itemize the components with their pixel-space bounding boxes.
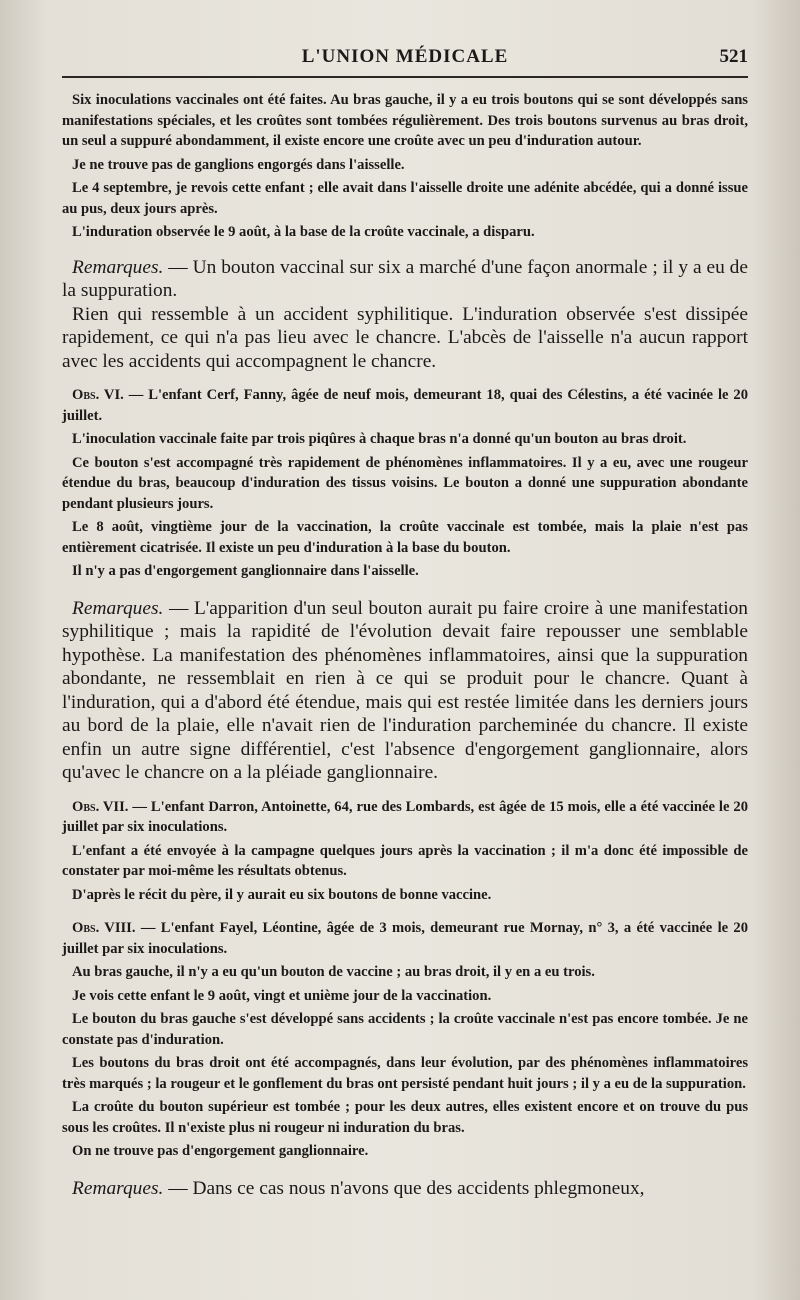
remarks-text: — Dans ce cas nous n'avons que des accidents phlegmoneux, (163, 1177, 645, 1199)
paragraph: Le bouton du bras gauche s'est développé sans accidents ; la croûte vaccinale n'est pas encore tombée. Je ne constate pas d'induration. (62, 1011, 748, 1048)
observation-label: Obs. VII. (72, 798, 129, 815)
remarks-paragraph (62, 256, 748, 303)
observation-text: — L'enfant Fayel, Léontine, âgée de 3 mois, demeurant rue Mornay, n° 3, a été vaccinée le 20 juillet par six inoculations. (62, 920, 749, 957)
paragraph: Je vois cette enfant le 9 août, vingt et unième jour de la vaccination. (72, 987, 492, 1004)
observation-text: — L'enfant Cerf, Fanny, âgée de neuf mois, demeurant 18, quai des Célestins, a été vacinée le 20 juillet. (62, 387, 749, 424)
paragraph: Six inoculations vaccinales ont été faites. Au bras gauche, il y a eu trois boutons qui se sont développés sans manifestations spéciales, et les croûtes sont tombées régulièrement. Des trois boutons survenus au bras droit, un seul a suppuré abondamment, il existe encore une croûte avec un peu d'induration autour. (62, 92, 748, 149)
paragraph: L'induration observée le 9 août, à la base de la croûte vaccinale, a disparu. (72, 224, 535, 240)
paragraph: Les boutons du bras droit ont été accompagnés, dans leur évolution, par des phénomènes inflammatoires très marqués ; la rougeur et le gonflement du bras ont persisté pendant huit jours ; il y a eu de la suppuration. (62, 1055, 748, 1092)
remarks-heading: Remarques. (72, 597, 164, 619)
observation-label: Obs. VIII. (72, 920, 136, 936)
remarks-text: — L'apparition d'un seul bouton aurait pu faire croire à une manifestation syphilitique ; mais la rapidité de l'évolution devait faire repousser une semblable hypothèse. La manifestation des phénomènes inflammatoires, ainsi que la suppuration abondante, ne ressemblait en rien à ce qui se produit pour le chancre. Quant à l'induration, qui a d'abord été étendue, mais qui est restée limitée dans les derniers jours au bord de la plaie, elle n'avait rien de l'induration parcheminée du chancre. Il existe enfin un autre signe différentiel, c'est l'absence d'engorgement ganglionnaire, alors qu'avec le chancre on a la pléiade ganglionnaire. (62, 597, 748, 783)
paragraph: Je ne trouve pas de ganglions engorgés dans l'aisselle. (72, 156, 405, 173)
remarks-paragraph (62, 597, 748, 785)
remarks-paragraph (62, 1177, 748, 1201)
paragraph: Au bras gauche, il n'y a eu qu'un bouton de vaccine ; au bras droit, il y en a eu trois. (72, 964, 595, 980)
paragraph: Il n'y a pas d'engorgement ganglionnaire dans l'aisselle. (72, 563, 419, 579)
observation-paragraph (62, 385, 748, 426)
paragraph: D'après le récit du père, il y aurait eu six boutons de bonne vaccine. (72, 886, 492, 903)
paragraph: Le 4 septembre, je revois cette enfant ; elle avait dans l'aisselle droite une adénite abcédée, qui a donné issue au pus, deux jours après. (62, 180, 748, 217)
running-title: L'UNION MÉDICALE (301, 46, 509, 67)
observation-text: — L'enfant Darron, Antoinette, 64, rue des Lombards, est âgée de 15 mois, elle a été vaccinée le 20 juillet par six inoculations. (62, 798, 748, 835)
paragraph: L'inoculation vaccinale faite par trois piqûres à chaque bras n'a donné qu'un bouton au bras droit. (72, 431, 687, 447)
observation-paragraph (62, 918, 748, 959)
paragraph: On ne trouve pas d'engorgement ganglionnaire. (72, 1143, 369, 1159)
observation-paragraph (62, 797, 748, 838)
running-header (62, 40, 748, 78)
remarks-heading: Remarques. (72, 256, 164, 278)
remarks-text: — Un bouton vaccinal sur six a marché d'une façon anormale ; il y a eu de la suppuration. (62, 256, 748, 301)
paragraph: La croûte du bouton supérieur est tombée ; pour les deux autres, elles existent encore et on trouve du pus sous les croûtes. Il n'existe plus ni rougeur ni induration du bras. (62, 1099, 748, 1136)
remarks-paragraph: Rien qui ressemble à un accident syphilitique. L'induration observée s'est dissipée rapidement, ce qui n'a pas lieu avec le chancre. L'abcès de l'aisselle n'a aucun rapport avec les accidents qui accompagnent le chancre. (62, 303, 748, 372)
page-number: 521 (719, 46, 748, 67)
paragraph: Ce bouton s'est accompagné très rapidement de phénomènes inflammatoires. Il y a eu, avec une rougeur étendue du bras, beaucoup d'induration des tissus voisins. Le bouton a donné une suppuration abondante pendant plusieurs jours. (62, 454, 748, 512)
remarks-heading: Remarques. (72, 1177, 164, 1199)
observation-label: Obs. VI. (72, 387, 124, 403)
paragraph: L'enfant a été envoyée à la campagne quelques jours après la vaccination ; il m'a donc été impossible de constater par moi-même les résultats obtenus. (62, 842, 748, 879)
paragraph: Le 8 août, vingtième jour de la vaccination, la croûte vaccinale est tombée, mais la plaie n'est pas entièrement cicatrisée. Il existe un peu d'induration à la base du bouton. (62, 519, 748, 556)
